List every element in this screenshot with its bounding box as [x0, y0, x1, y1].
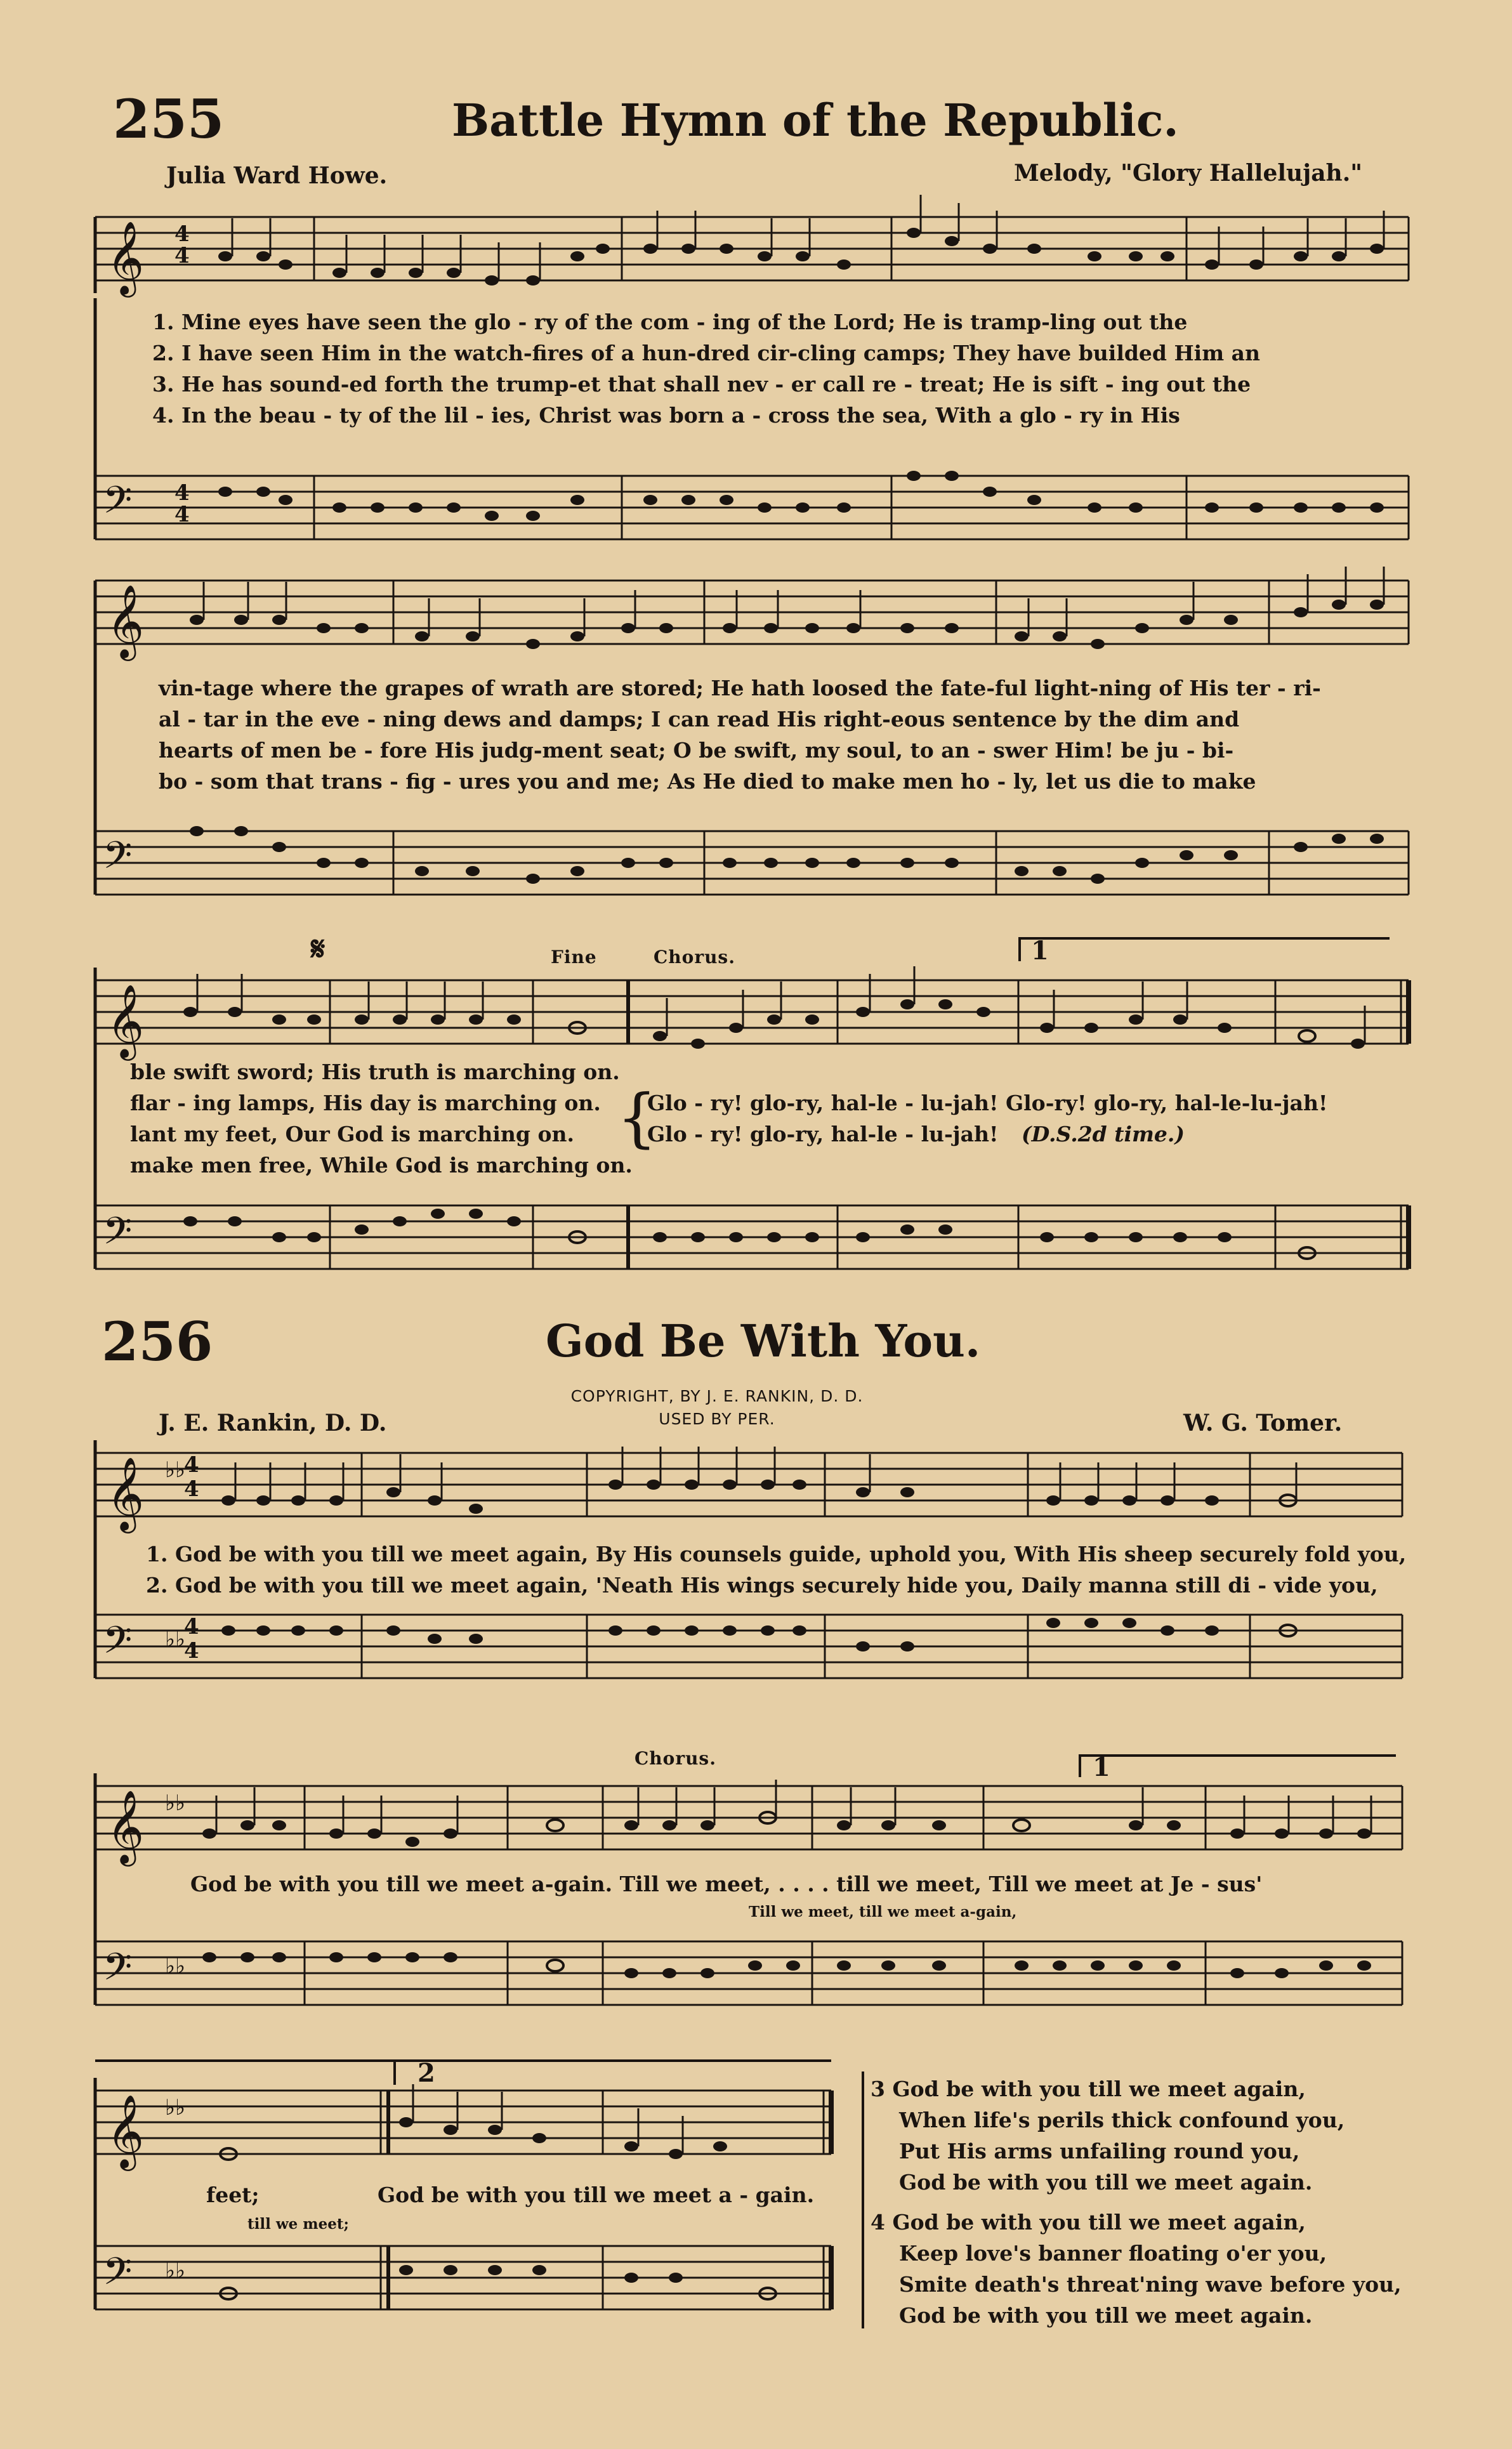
lyric-line: 4. In the beau - ty of the lil - ies, Christ was born a - cross the sea, With a glo - ry in His [152, 403, 1180, 428]
treble-staff [95, 1773, 1415, 1875]
chorus-label: Chorus. [634, 1748, 716, 1769]
hymn-title: Battle Hymn of the Republic. [452, 94, 1179, 147]
lyric-line: 1. God be with you till we meet again, By His counsels guide, uphold you, With His sheep securely fold you, [146, 1542, 1407, 1566]
svg-text:♭♭: ♭♭ [165, 2258, 186, 2283]
treble-staff [95, 1440, 1415, 1542]
bass-staff [95, 2233, 857, 2335]
svg-text:♭♭: ♭♭ [165, 1457, 186, 1483]
dal-segno-mark: (D.S.2d time.) [1022, 1122, 1185, 1146]
lyric-line: hearts of men be - fore His judg-ment seat; O be swift, my soul, to an - swer Him! be ju - bi- [159, 738, 1234, 763]
stanza-line: When life's perils thick confound you, [899, 2108, 1345, 2132]
svg-text:𝄢: 𝄢 [103, 478, 133, 531]
first-ending-bracket [1018, 937, 1390, 940]
svg-text:4: 4 [174, 243, 190, 268]
svg-text:𝄞: 𝄞 [107, 2094, 145, 2168]
svg-text:♭♭: ♭♭ [165, 1627, 186, 1652]
svg-text:𝄢: 𝄢 [103, 833, 133, 886]
bass-lyric: till we meet; [247, 2216, 350, 2233]
stanza-4 [871, 2207, 1402, 2331]
hymn-number: 255 [113, 88, 225, 150]
svg-text:4: 4 [174, 221, 190, 247]
lyric-line: lant my feet, Our God is marching on. [130, 1122, 574, 1146]
svg-text:4: 4 [184, 1638, 199, 1664]
lyric-line: bo - som that trans - fig - ures you and me; As He died to make men ho - ly, let us die to make [159, 769, 1256, 794]
svg-text:4: 4 [174, 480, 190, 506]
first-ending-bracket [1018, 937, 1021, 961]
copyright-notice: USED BY PER. [659, 1410, 775, 1428]
first-ending-bracket [1079, 1754, 1396, 1757]
bass-staff [95, 806, 1415, 907]
hymn-composer: W. G. Tomer. [1183, 1410, 1343, 1436]
stanza-line: 4 God be with you till we meet again, [871, 2210, 1306, 2235]
fine-label: Fine [551, 947, 597, 968]
final-lyric: God be with you till we meet a - gain. [378, 2183, 815, 2207]
first-ending-bracket [95, 2059, 831, 2062]
stanza-3 [871, 2073, 1344, 2198]
chorus-brace: { [617, 1080, 657, 1155]
lyric-line: make men free, While God is marching on. [130, 1153, 633, 1178]
stanza-line: 3 God be with you till we meet again, [871, 2077, 1306, 2101]
svg-text:𝄞: 𝄞 [107, 220, 145, 294]
svg-text:♭♭: ♭♭ [165, 1790, 186, 1816]
bass-staff [95, 1922, 1415, 2024]
lyric-line: 3. He has sound-ed forth the trump-et that shall nev - er call re - treat; He is sift - ing out the [152, 372, 1251, 397]
svg-text:4: 4 [184, 1452, 199, 1478]
hymn-number: 256 [102, 1310, 213, 1373]
stanza-line: God be with you till we meet again. [899, 2303, 1313, 2328]
copyright-notice: COPYRIGHT, BY J. E. RANKIN, D. D. [570, 1387, 864, 1405]
svg-text:♭♭: ♭♭ [165, 1953, 186, 1979]
chorus-lyric: God be with you till we meet a-gain. Till we meet, . . . . till we meet, Till we meet at Je - sus' [190, 1872, 1263, 1896]
bass-staff [95, 1193, 1415, 1294]
ending-number: 1 [1093, 1752, 1110, 1782]
bass-lyric: Till we meet, till we meet a-gain, [749, 1903, 1017, 1920]
chorus-label: Chorus. [654, 947, 735, 968]
lyric-line: 1. Mine eyes have seen the glo - ry of the com - ing of the Lord; He is tramp-ling out the [152, 310, 1188, 334]
treble-staff [95, 2078, 857, 2179]
svg-text:4: 4 [184, 1614, 199, 1639]
svg-text:𝄞: 𝄞 [107, 983, 145, 1058]
svg-text:𝄢: 𝄢 [103, 1945, 133, 1998]
hymn-author: Julia Ward Howe. [166, 162, 388, 189]
hymn-melody: Melody, "Glory Hallelujah." [1014, 160, 1363, 187]
svg-text:𝄞: 𝄞 [107, 1456, 145, 1530]
svg-text:4: 4 [184, 1476, 199, 1502]
lyric-line: 2. God be with you till we meet again, 'Neath His wings securely hide you, Daily manna still di - vide you, [146, 1573, 1378, 1598]
svg-text:𝄢: 𝄢 [103, 2249, 133, 2302]
ending-number: 2 [417, 2058, 435, 2088]
treble-staff [95, 968, 1415, 1069]
treble-staff [95, 204, 1415, 306]
bass-staff [95, 450, 1415, 552]
segno-sign: 𝄋 [311, 929, 325, 968]
lyric-line: flar - ing lamps, His day is marching on. [130, 1091, 601, 1115]
stanza-line: God be with you till we meet again. [899, 2170, 1313, 2195]
stanza-line: Put His arms unfailing round you, [899, 2139, 1300, 2163]
lyric-line: 2. I have seen Him in the watch-fires of a hun-dred cir-cling camps; They have builded Him an [152, 341, 1260, 365]
stanza-line: Smite death's threat'ning wave before you, [899, 2272, 1402, 2297]
hymn-author: J. E. Rankin, D. D. [159, 1410, 387, 1436]
final-lyric: feet; [206, 2183, 260, 2207]
svg-text:𝄞: 𝄞 [107, 1789, 145, 1863]
lyric-line: al - tar in the eve - ning dews and damps; I can read His right-eous sentence by the dim and [159, 707, 1240, 732]
hymn-title: God Be With You. [546, 1315, 981, 1367]
svg-text:4: 4 [174, 502, 190, 527]
lyric-line: ble swift sword; His truth is marching on. [130, 1060, 620, 1084]
svg-text:𝄞: 𝄞 [107, 584, 145, 658]
svg-text:♭♭: ♭♭ [165, 2095, 186, 2120]
lyric-line: vin-tage where the grapes of wrath are stored; He hath loosed the fate-ful light-ning of His ter - ri- [159, 676, 1321, 700]
chorus-lyric: Glo - ry! glo-ry, hal-le - lu-jah! [647, 1122, 999, 1146]
ending-number: 1 [1031, 936, 1049, 966]
svg-text:𝄢: 𝄢 [103, 1618, 133, 1671]
column-divider [862, 2071, 864, 2328]
treble-staff [95, 568, 1415, 669]
stanza-line: Keep love's banner floating o'er you, [899, 2241, 1327, 2266]
svg-text:𝄢: 𝄢 [103, 1209, 133, 1262]
chorus-lyric: Glo - ry! glo-ry, hal-le - lu-jah! Glo-ry! glo-ry, hal-le-lu-jah! [647, 1091, 1328, 1115]
bass-staff [95, 1602, 1415, 1704]
